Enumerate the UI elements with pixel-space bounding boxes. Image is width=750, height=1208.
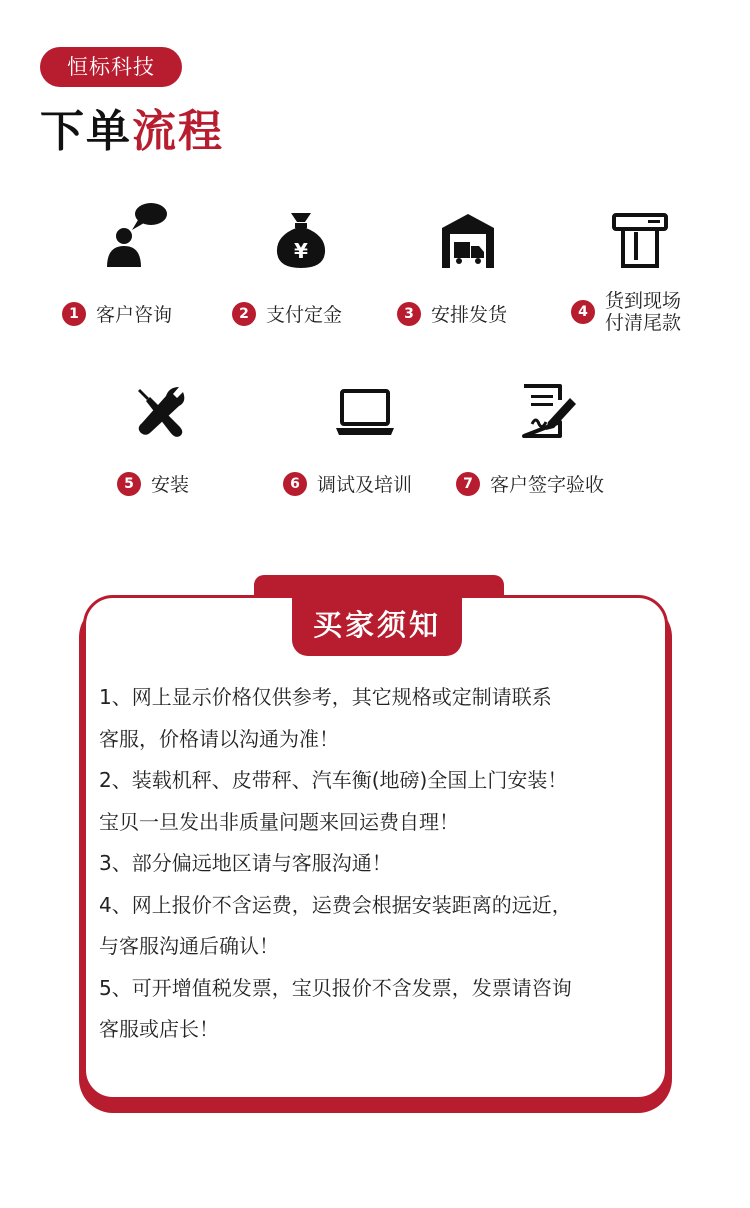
step-number: 6	[283, 472, 307, 496]
notice-line: 宝贝一旦发出非质量问题来回运费自理！	[99, 809, 459, 834]
step-number: 3	[397, 302, 421, 326]
notice-line: 4、网上报价不含运费，运费会根据安装距离的远近，	[99, 892, 572, 917]
notice-line: 3、部分偏远地区请与客服沟通！	[99, 851, 392, 875]
warehouse-truck-icon	[440, 212, 496, 270]
step-number: 1	[62, 302, 86, 326]
notice-title: 买家须知	[292, 594, 462, 656]
notice-line: 2、装载机秤、皮带秤、汽车衡(地磅)全国上门安装！	[99, 768, 568, 792]
money-bag-icon	[274, 210, 328, 270]
page-title	[40, 104, 224, 160]
notice-line: 1、网上显示价格仅供参考，其它规格或定制请联系	[99, 685, 552, 709]
step-number: 7	[456, 472, 480, 496]
brand-badge: 恒标科技	[40, 47, 182, 87]
step-number: 2	[232, 302, 256, 326]
title-part2: 流程	[132, 106, 224, 157]
notice-line: 5、可开增值税发票，宝贝报价不含发票，发票请咨询	[99, 975, 572, 1000]
step-label: 安装	[151, 474, 190, 496]
step-label: 支付定金	[266, 304, 343, 326]
title-part1: 下单	[40, 106, 132, 157]
signed-document-icon	[520, 382, 580, 440]
step-label: 安排发货	[431, 304, 508, 326]
notice-line: 与客服沟通后确认！	[99, 934, 279, 958]
notice-text	[99, 677, 659, 1051]
consult-person-icon	[104, 200, 170, 270]
tools-icon	[133, 384, 187, 438]
notice-line: 客服，价格请以沟通为准！	[99, 726, 339, 751]
card-payment-icon	[612, 212, 668, 270]
step-label-line2: 付清尾款	[605, 312, 682, 334]
step-label-line1: 货到现场	[605, 290, 682, 312]
step-number: 5	[117, 472, 141, 496]
notice-line: 客服或店长！	[99, 1017, 219, 1041]
step-label: 客户签字验收	[490, 474, 605, 496]
step-label: 客户咨询	[96, 304, 173, 326]
svg-text:¥: ¥	[294, 239, 308, 263]
laptop-icon	[334, 388, 396, 438]
step-label	[605, 290, 681, 334]
step-label: 调试及培训	[317, 474, 413, 496]
step-number: 4	[571, 300, 595, 324]
